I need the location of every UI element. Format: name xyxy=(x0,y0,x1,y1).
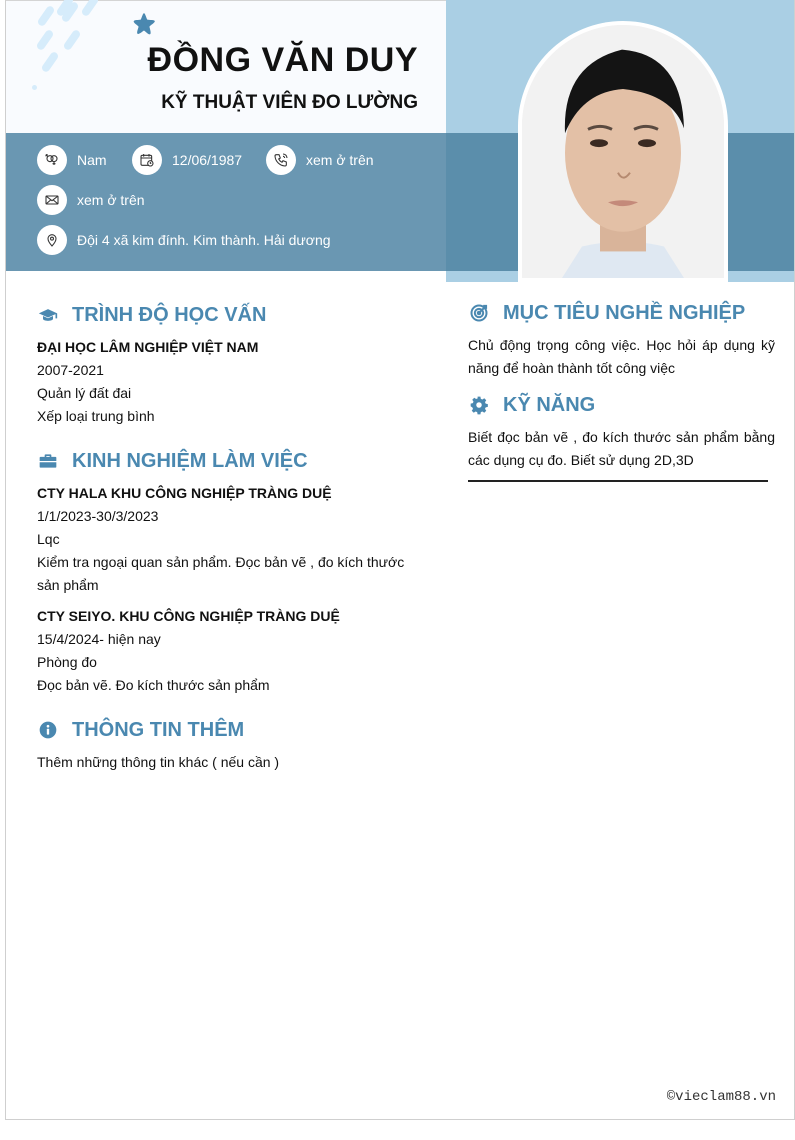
experience-company: CTY SEIYO. KHU CÔNG NGHIỆP TRÀNG DUỆ xyxy=(37,608,340,624)
experience-item xyxy=(37,482,412,597)
gear-icon xyxy=(468,394,490,416)
experience-description: Đọc bản vẽ. Đo kích thước sản phẩm xyxy=(37,677,270,693)
experience-company: CTY HALA KHU CÔNG NGHIỆP TRÀNG DUỆ xyxy=(37,485,332,501)
additional-info-section xyxy=(37,715,412,774)
experience-description: Kiểm tra ngoại quan sản phẩm. Đọc bản vẽ , đo kích thước sản phẩm xyxy=(37,554,405,593)
section-divider xyxy=(468,480,768,482)
gender-value: Nam xyxy=(77,152,107,168)
decor-dash xyxy=(35,29,54,52)
skills-text: Biết đọc bản vẽ , đo kích thước sản phẩm bằng các dụng cụ đo. Biết sử dụng 2D,3D xyxy=(468,429,775,468)
phone-value: xem ở trên xyxy=(306,152,374,168)
graduation-cap-icon xyxy=(37,304,59,326)
career-objective-heading xyxy=(468,298,775,328)
education-major: Quản lý đất đai xyxy=(37,385,132,401)
education-school: ĐẠI HỌC LÂM NGHIỆP VIỆT NAM xyxy=(37,339,259,355)
additional-info-title: THÔNG TIN THÊM xyxy=(72,718,245,741)
info-address xyxy=(37,225,331,255)
briefcase-icon xyxy=(37,450,59,472)
experience-position: Lqc xyxy=(37,531,60,547)
experience-title: KINH NGHIỆM LÀM VIỆC xyxy=(72,449,308,472)
experience-period: 1/1/2023-30/3/2023 xyxy=(37,508,159,524)
experience-position: Phòng đo xyxy=(37,654,97,670)
header-left xyxy=(6,0,446,133)
target-icon xyxy=(468,302,490,324)
left-column xyxy=(37,300,412,792)
decor-dash xyxy=(62,29,81,52)
gender-icon xyxy=(37,145,67,175)
experience-section xyxy=(37,446,412,697)
decor-dot xyxy=(32,85,37,90)
skills-heading xyxy=(468,390,775,420)
profile-photo xyxy=(522,25,724,278)
education-heading xyxy=(37,300,412,330)
mail-icon xyxy=(37,185,67,215)
skills-title: KỸ NĂNG xyxy=(503,393,596,416)
info-gender xyxy=(37,145,107,175)
address-value: Đội 4 xã kim đính. Kim thành. Hải dương xyxy=(77,232,331,248)
info-icon xyxy=(37,719,59,741)
experience-heading xyxy=(37,446,412,476)
phone-icon xyxy=(266,145,296,175)
experience-item xyxy=(37,605,412,697)
career-objective-text: Chủ động trọng công việc. Học hỏi áp dụng kỹ năng để hoàn thành tốt công việc xyxy=(468,337,775,376)
calendar-icon xyxy=(132,145,162,175)
decor-dash xyxy=(80,0,99,17)
location-pin-icon xyxy=(37,225,67,255)
right-column xyxy=(468,298,775,500)
skills-section xyxy=(468,390,775,482)
info-phone xyxy=(266,145,374,175)
decor-dash xyxy=(36,5,55,28)
experience-period: 15/4/2024- hiện nay xyxy=(37,631,161,647)
profile-photo-frame xyxy=(518,21,728,282)
education-title: TRÌNH ĐỘ HỌC VẤN xyxy=(72,303,267,326)
decor-dash xyxy=(40,51,59,74)
additional-info-heading xyxy=(37,715,412,745)
star-icon xyxy=(131,11,157,37)
education-grade: Xếp loại trung bình xyxy=(37,408,155,424)
candidate-name: ĐỒNG VĂN DUY xyxy=(147,41,418,79)
email-value: xem ở trên xyxy=(77,192,145,208)
career-objective-title: MỤC TIÊU NGHỀ NGHIỆP xyxy=(503,301,746,324)
info-email xyxy=(37,185,145,215)
birthday-value: 12/06/1987 xyxy=(172,152,243,168)
additional-info-text: Thêm những thông tin khác ( nếu cần ) xyxy=(37,754,280,770)
cv-page xyxy=(5,0,795,1120)
education-section xyxy=(37,300,412,428)
watermark: ©vieclam88.vn xyxy=(666,1089,776,1105)
info-birthday xyxy=(132,145,242,175)
education-period: 2007-2021 xyxy=(37,362,104,378)
career-objective-section xyxy=(468,298,775,380)
person-portrait-icon xyxy=(522,25,724,278)
job-title: KỸ THUẬT VIÊN ĐO LƯỜNG xyxy=(161,92,418,113)
